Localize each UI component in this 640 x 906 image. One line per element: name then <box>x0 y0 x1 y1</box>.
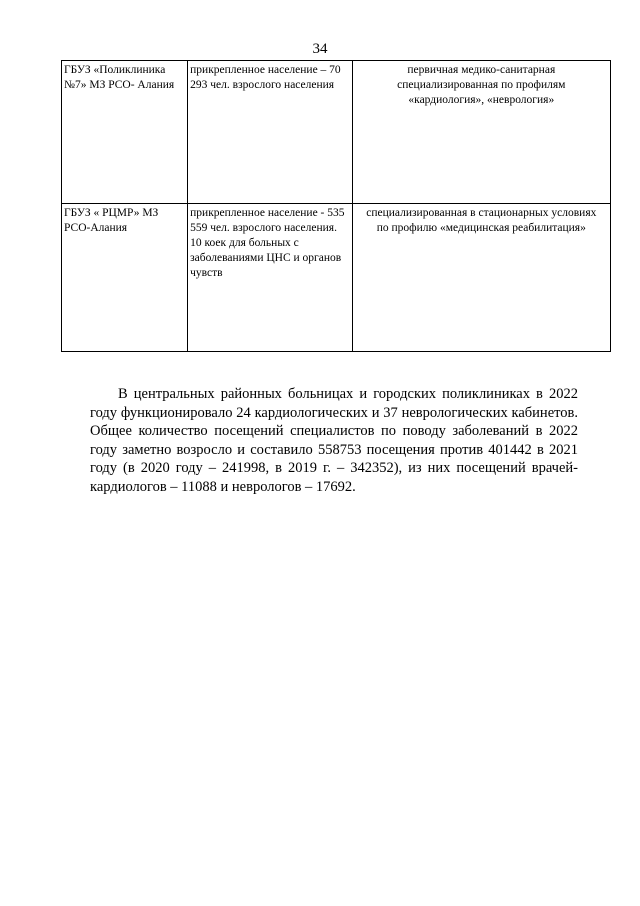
table-row <box>62 204 611 352</box>
population-cell <box>188 204 352 352</box>
organization-cell: ГБУЗ «Поликлиника №7» МЗ РСО- Алания <box>62 61 188 204</box>
population-cell <box>188 61 352 204</box>
organization-cell: ГБУЗ « РЦМР» МЗ РСО-Алания <box>62 204 188 352</box>
population-line: прикрепленное население - 535 559 чел. взрослого населения. <box>190 207 345 234</box>
body-paragraph: В центральных районных больницах и городских поликлиниках в 2022 году функционировало 24 кардиологических и 37 неврологических кабинетов. Общее количество посещений специалистов по поводу заболеваний в 2022 году заметно возросло и составило 558753 посещения против 401442 в 2021 году (в 2020 году – 241998, в 2019 г. – 342352), из них посещений врачей-кардиологов – 11088 и неврологов – 17692. <box>90 386 578 495</box>
services-cell: специализированная в стационарных условиях по профилю «медицинская реабилитация» <box>352 204 610 352</box>
table-row <box>62 61 611 204</box>
population-line: 10 коек для больных с заболеваниями ЦНС и органов чувств <box>190 237 342 279</box>
services-cell: первичная медико-санитарная специализированная по профилям «кардиология», «неврология» <box>352 61 610 204</box>
population-line: прикрепленное население – 70 293 чел. взрослого населения <box>190 64 341 91</box>
page-number: 34 <box>312 41 328 57</box>
facilities-table <box>61 60 611 352</box>
